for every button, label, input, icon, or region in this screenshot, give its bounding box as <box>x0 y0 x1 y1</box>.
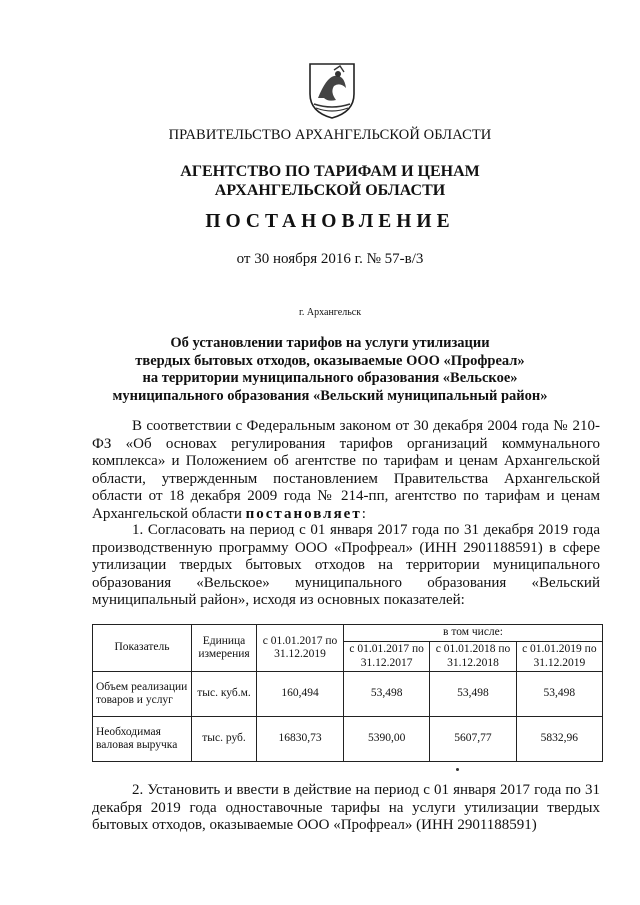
row-indicator-name: Необходимая валовая выручка <box>93 717 192 762</box>
title-line2: твердых бытовых отходов, оказываемые ООО «Профреал» <box>135 352 525 369</box>
row-value-2018: 53,498 <box>430 672 516 717</box>
decree-date-number: от 30 ноября 2016 г. № 57-в/3 <box>236 251 424 267</box>
title-line1: Об установлении тарифов на услуги утилизации <box>170 335 490 351</box>
title-line3: на территории муниципального образования «Вельское» <box>142 370 518 386</box>
header-indicator: Показатель <box>93 625 192 672</box>
row-total: 160,494 <box>257 672 344 717</box>
row-value-2017: 53,498 <box>344 672 430 717</box>
indicators-table <box>92 624 603 762</box>
row-indicator-name: Объем реализации товаров и услуг <box>93 672 192 717</box>
header-2017: с 01.01.2017 по 31.12.2017 <box>344 642 430 672</box>
header-unit: Единица измерения <box>192 625 257 672</box>
row-value-2019: 5832,96 <box>516 717 602 762</box>
title-line4: муниципального образования «Вельский муниципальный район» <box>112 387 548 404</box>
government-name: ПРАВИТЕЛЬСТВО АРХАНГЕЛЬСКОЙ ОБЛАСТИ <box>168 127 492 143</box>
preamble-paragraph <box>92 418 600 523</box>
resolves-word: постановляет <box>245 505 362 522</box>
header-including: в том числе: <box>344 625 603 642</box>
decree-heading: ПОСТАНОВЛЕНИЕ <box>205 211 455 232</box>
clause-2-paragraph: 2. Установить и ввести в действие на период с 01 января 2017 года по 31 декабря 2019 года одноставочные тарифы на услуги утилизации твердых бытовых отходов, оказываемые ООО «Профреал» (ИНН 2901188591) <box>92 782 600 833</box>
row-value-2019: 53,498 <box>516 672 602 717</box>
agency-name-line2: АРХАНГЕЛЬСКОЙ ОБЛАСТИ <box>214 182 446 199</box>
row-value-2017: 5390,00 <box>344 717 430 762</box>
header-2019: с 01.01.2019 по 31.12.2019 <box>516 642 602 672</box>
row-unit: тыс. руб. <box>192 717 257 762</box>
row-total: 16830,73 <box>257 717 344 762</box>
header-total-period: с 01.01.2017 по 31.12.2019 <box>257 625 344 672</box>
decree-title <box>60 335 600 405</box>
table-header-row <box>93 625 603 642</box>
table-row <box>93 672 603 717</box>
agency-name-line1: АГЕНТСТВО ПО ТАРИФАМ И ЦЕНАМ <box>180 163 480 180</box>
coat-of-arms-emblem <box>300 58 364 122</box>
city-name: г. Архангельск <box>298 307 362 318</box>
scan-speck <box>456 768 459 771</box>
agency-name <box>60 162 600 200</box>
clause-1-paragraph: 1. Согласовать на период с 01 января 2017 года по 31 декабря 2019 года производственную программу ООО «Профреал» (ИНН 2901188591) в сфере утилизации твердых бытовых отходов на территории муниципального образования «Вельское» муниципального образования «Вельский муниципальный район», исходя из основных показателей: <box>92 522 600 608</box>
row-value-2018: 5607,77 <box>430 717 516 762</box>
table-row <box>93 717 603 762</box>
header-2018: с 01.01.2018 по 31.12.2018 <box>430 642 516 672</box>
row-unit: тыс. куб.м. <box>192 672 257 717</box>
preamble-colon: : <box>361 505 366 522</box>
preamble-text: В соответствии с Федеральным законом от 30 декабря 2004 года № 210-ФЗ «Об основах регулирования тарифов организаций коммунального комплекса» и Положением об агентстве по тарифам и ценам Архангельской области, утвержденным постановлением Правительства Архангельской области от 18 декабря 2009 года № 214-пп, агентство по тарифам и ценам Архангельской области <box>92 418 600 522</box>
